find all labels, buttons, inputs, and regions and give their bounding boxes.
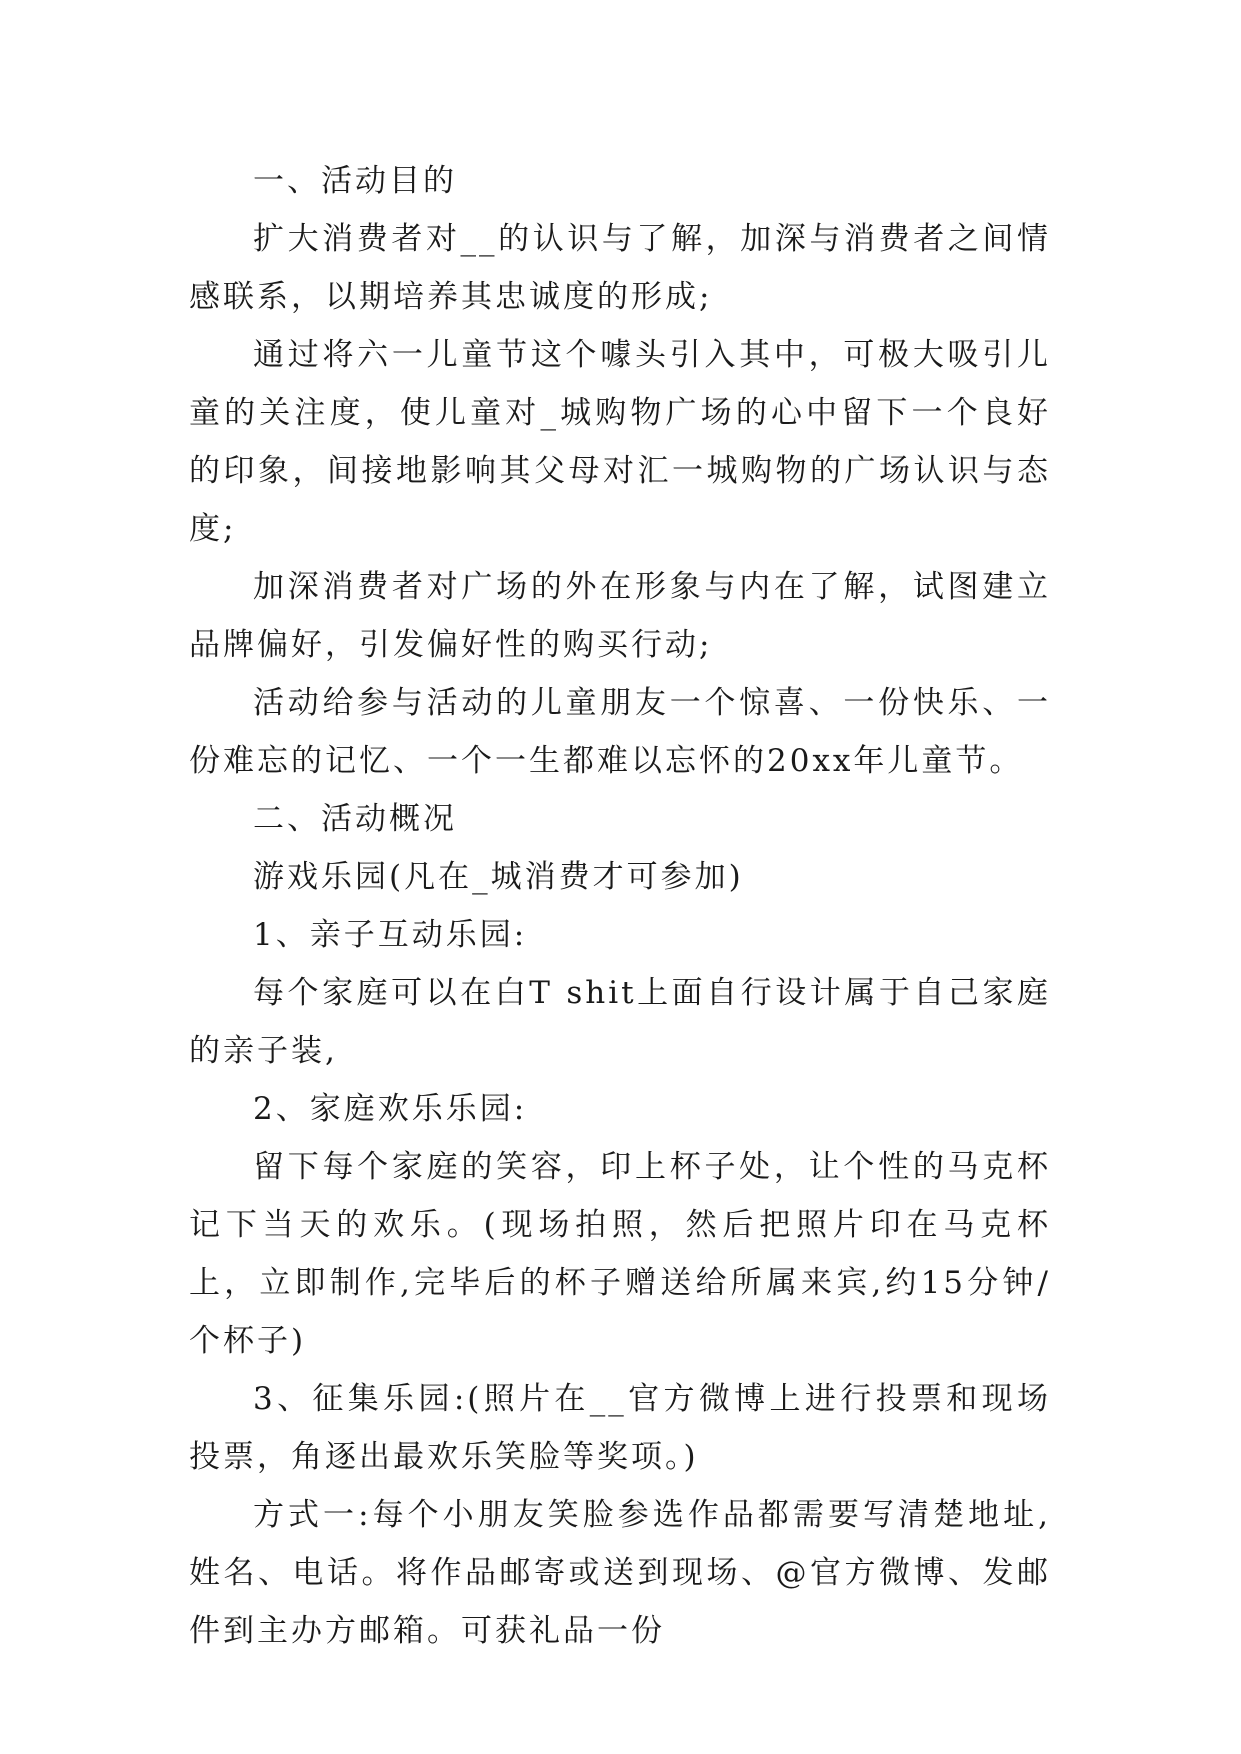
paragraph-tshirt-design: 每个家庭可以在白T shit上面自行设计属于自己家庭的亲子装, xyxy=(189,975,1051,1069)
heading-activity-purpose: 一、活动目的 xyxy=(253,163,457,199)
item-parent-child-park: 1、亲子互动乐园: xyxy=(253,917,528,953)
paragraph-game-park: 游戏乐园(凡在_城消费才可参加) xyxy=(253,859,744,895)
paragraph-brand-preference: 加深消费者对广场的外在形象与内在了解，试图建立品牌偏好，引发偏好性的购买行动; xyxy=(189,569,1051,663)
item-collection-park: 3、征集乐园:(照片在__官方微博上进行投票和现场投票，角逐出最欢乐笑脸等奖项。) xyxy=(189,1381,1051,1475)
paragraph-childrens-day-attention: 通过将六一儿童节这个噱头引入其中，可极大吸引儿童的关注度，使儿童对_城购物广场的心中留下一个良好的印象，间接地影响其父母对汇一城购物的广场认识与态度; xyxy=(189,337,1051,547)
item-family-joy-park: 2、家庭欢乐乐园: xyxy=(253,1091,528,1127)
document-body xyxy=(189,152,1051,1660)
heading-activity-overview: 二、活动概况 xyxy=(253,801,457,837)
paragraph-mug-photo: 留下每个家庭的笑容，印上杯子处，让个性的马克杯记下当天的欢乐。(现场拍照，然后把照片印在马克杯上，立即制作,完毕后的杯子赠送给所属来宾,约15分钟/个杯子) xyxy=(189,1149,1051,1359)
paragraph-method-one: 方式一:每个小朋友笑脸参选作品都需要写清楚地址,姓名、电话。将作品邮寄或送到现场、@官方微博、发邮件到主办方邮箱。可获礼品一份 xyxy=(189,1497,1051,1649)
paragraph-consumer-awareness: 扩大消费者对__的认识与了解，加深与消费者之间情感联系，以期培养其忠诚度的形成; xyxy=(189,221,1051,315)
paragraph-surprise-memory: 活动给参与活动的儿童朋友一个惊喜、一份快乐、一份难忘的记忆、一个一生都难以忘怀的20xx年儿童节。 xyxy=(189,685,1051,779)
